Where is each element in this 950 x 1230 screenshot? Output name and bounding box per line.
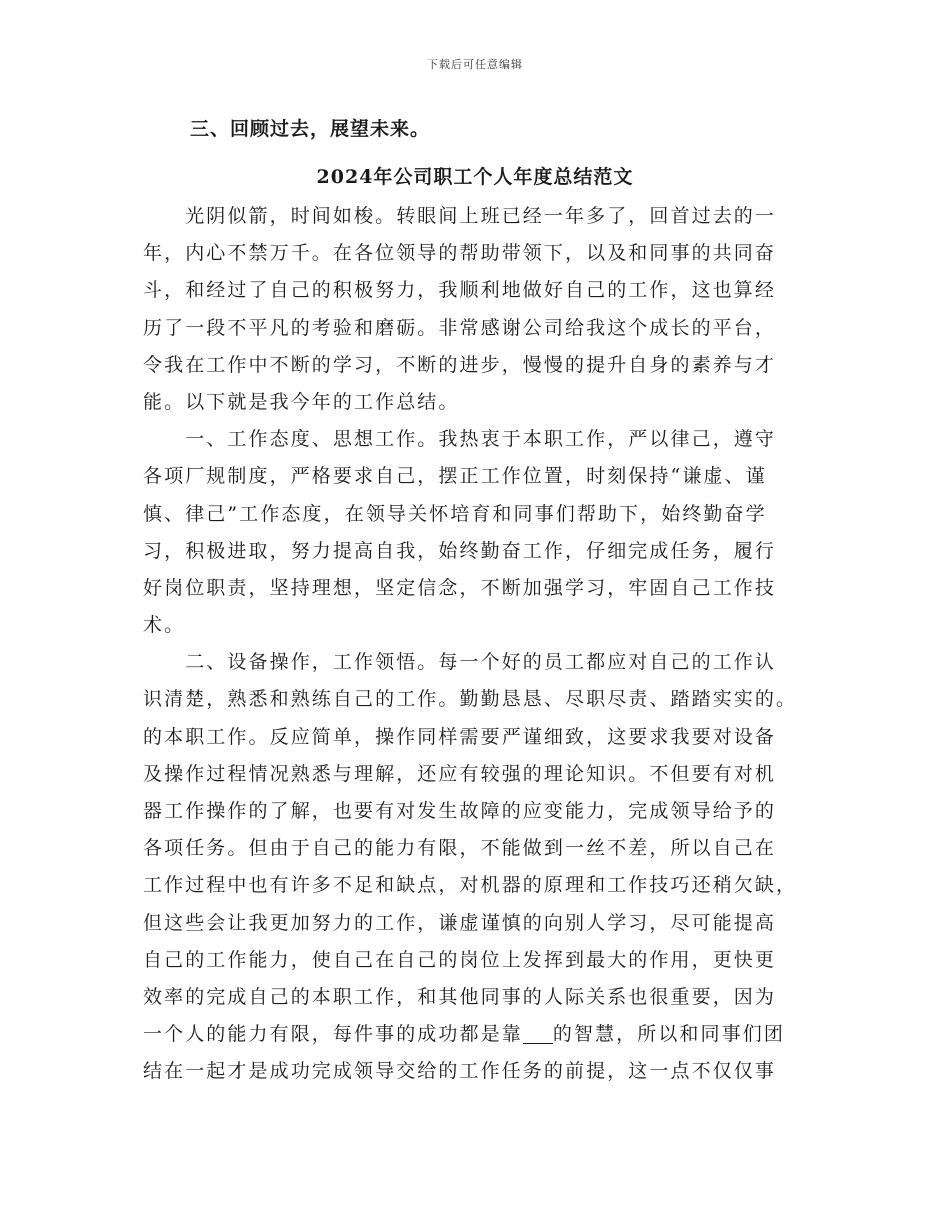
body-line: 年，内心不禁万千。在各位领导的帮助带领下，以及和同事的共同奋: [143, 242, 777, 265]
body-line: 自己的工作能力，使自己在自己的岗位上发挥到最大的作用，更快更: [143, 948, 777, 971]
body-line-with-blank: [143, 1016, 811, 1053]
body-line: 及操作过程情况熟悉与理解，还应有较强的理论知识。不但要有对机: [143, 762, 777, 785]
body-line: 结在一起才是成功完成领导交给的工作任务的前提，这一点不仅仅事: [143, 1060, 777, 1083]
body-line: 一、工作态度、思想工作。我热衷于本职工作，严以律己，遵守: [143, 428, 777, 451]
body-line-part: 的智慧，所以和同事们团: [552, 1023, 785, 1046]
body-line: 二、设备操作，工作领悟。每一个好的员工都应对自己的工作认: [143, 651, 777, 674]
section-heading: 三、回顾过去，展望未来。: [190, 118, 431, 140]
body-line: 能。以下就是我今年的工作总结。: [143, 390, 460, 413]
body-line: 令我在工作中不断的学习，不断的进步，慢慢的提升自身的素养与才: [143, 353, 777, 376]
body-line: 工作过程中也有许多不足和缺点，对机器的原理和工作技巧还稍欠缺，: [143, 874, 798, 897]
body-line: 历了一段不平凡的考验和磨砺。非常感谢公司给我这个成长的平台，: [143, 316, 777, 339]
body-line: 的本职工作。反应简单，操作同样需要严谨细致，这要求我要对设备: [143, 725, 777, 748]
body-line: 斗，和经过了自己的积极努力，我顺利地做好自己的工作，这也算经: [143, 279, 777, 302]
body-line: 器工作操作的了解，也要有对发生故障的应变能力，完成领导给予的: [143, 800, 777, 822]
header-note: 下载后可任意编辑: [427, 58, 523, 71]
body-line: 习，积极进取，努力提高自我，始终勤奋工作，仔细完成任务，履行: [143, 539, 777, 562]
fill-in-blank: [523, 1019, 553, 1044]
body-line: 慎、律己”工作态度，在领导关怀培育和同事们帮助下，始终勤奋学: [143, 502, 767, 525]
body-line: 各项厂规制度，严格要求自己，摆正工作位置，时刻保持“谦虚、谨: [143, 465, 767, 488]
body-line: 各项任务。但由于自己的能力有限，不能做到一丝不差，所以自己在: [143, 837, 777, 860]
body-line: 效率的完成自己的本职工作，和其他同事的人际关系也很重要，因为: [143, 985, 777, 1008]
body-line: 术。: [143, 614, 186, 637]
body-line: 好岗位职责，坚持理想，坚定信念，不断加强学习，牢固自己工作技: [143, 576, 777, 599]
document-title: 2024年公司职工个人年度总结范文: [316, 166, 634, 188]
body-line: 识清楚，熟悉和熟练自己的工作。勤勤恳恳、尽职尽责、踏踏实实的。: [143, 688, 798, 711]
body-line: 但这些会让我更加努力的工作，谦虚谨慎的向别人学习，尽可能提高: [143, 911, 777, 934]
body-line: 光阴似箭，时间如梭。转眼间上班已经一年多了，回首过去的一: [143, 205, 777, 227]
body-line-part: 一个人的能力有限，每件事的成功都是靠: [143, 1023, 523, 1046]
document-body: [143, 198, 811, 1091]
